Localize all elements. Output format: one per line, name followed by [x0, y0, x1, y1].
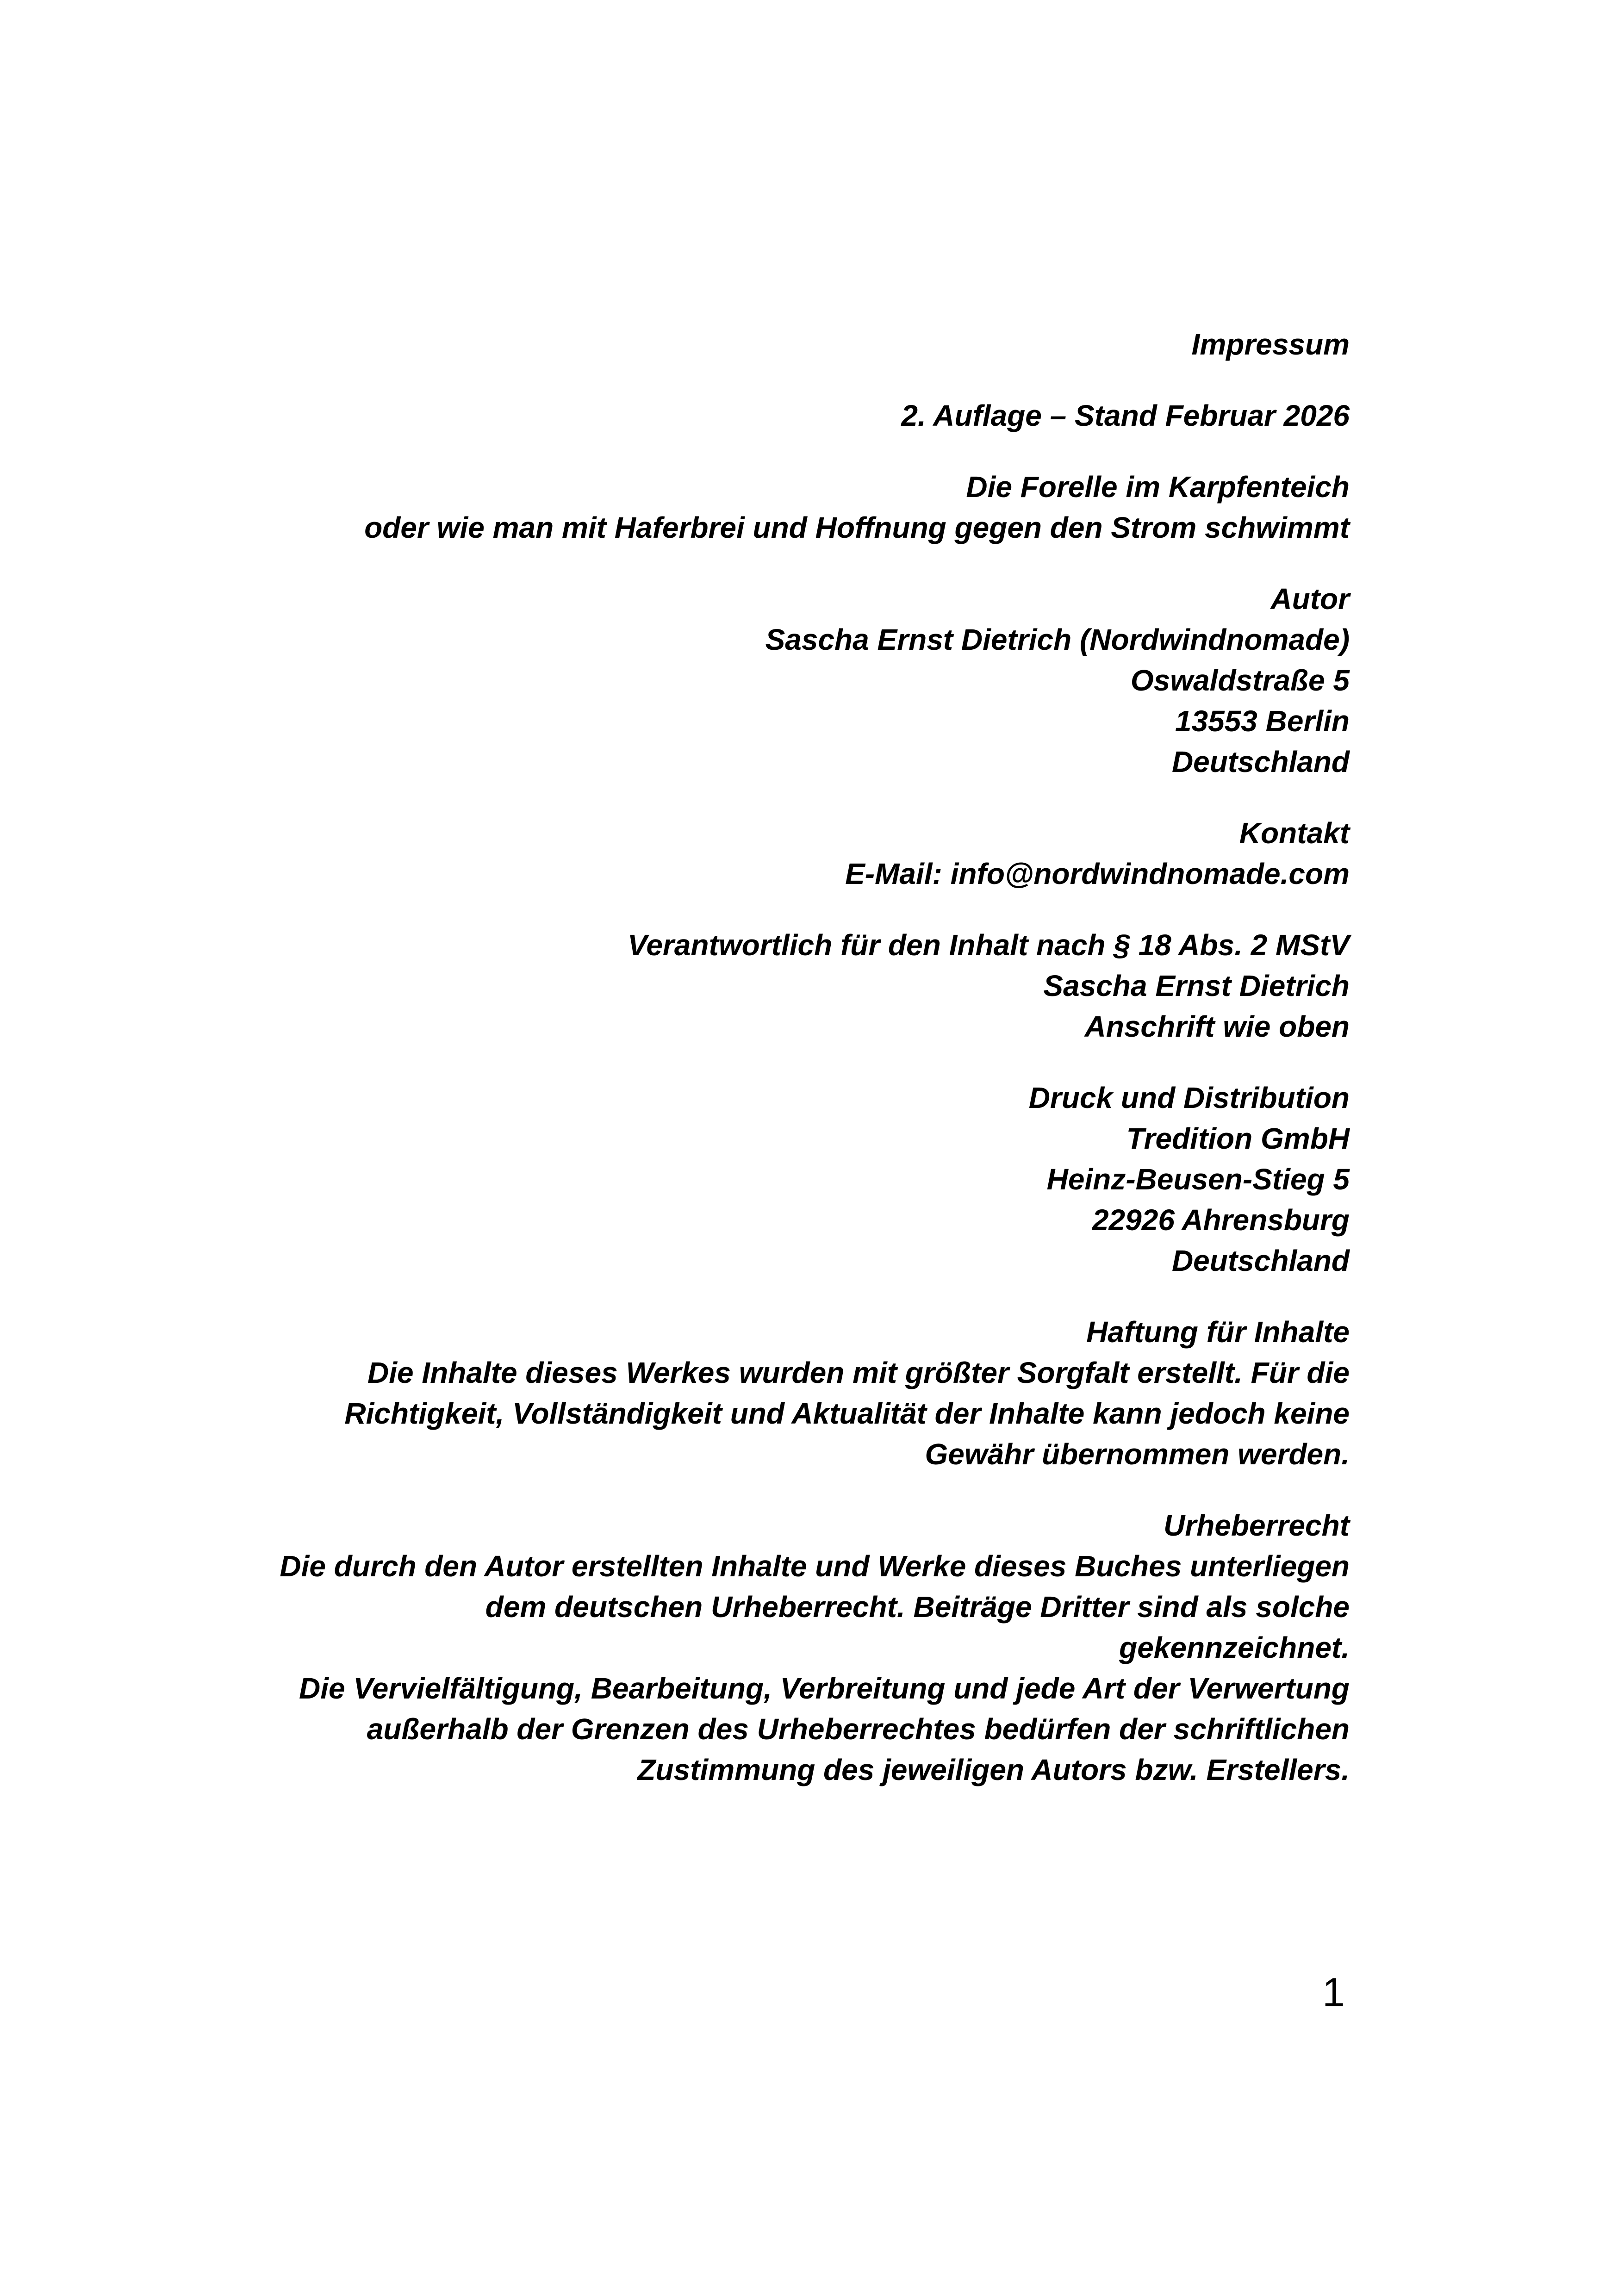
- liability-text-line: Gewähr übernommen werden.: [925, 1437, 1350, 1471]
- edition-block: [146, 395, 1350, 436]
- copyright-text-line: dem deutschen Urheberrecht. Beiträge Dritter sind als solche: [485, 1590, 1350, 1624]
- copyright-text-line: Zustimmung des jeweiligen Autors bzw. Erstellers.: [637, 1753, 1350, 1786]
- contact-heading: Kontakt: [1239, 816, 1350, 850]
- responsible-name: Sascha Ernst Dietrich: [1043, 969, 1350, 1002]
- printing-street: Heinz-Beusen-Stieg 5: [1046, 1163, 1350, 1196]
- liability-text-line: Richtigkeit, Vollständigkeit und Aktualität der Inhalte kann jedoch keine: [344, 1397, 1350, 1430]
- contact-block: [146, 813, 1350, 894]
- printing-block: [146, 1077, 1350, 1281]
- responsible-block: [146, 925, 1350, 1047]
- book-title: Die Forelle im Karpfenteich: [966, 470, 1350, 504]
- author-country: Deutschland: [1171, 745, 1350, 778]
- copyright-text-line: Die durch den Autor erstellten Inhalte und Werke dieses Buches unterliegen: [280, 1549, 1350, 1583]
- copyright-text-line: außerhalb der Grenzen des Urheberrechtes bedürfen der schriftlichen: [367, 1712, 1350, 1746]
- author-street: Oswaldstraße 5: [1130, 664, 1350, 697]
- author-city: 13553 Berlin: [1175, 704, 1350, 738]
- edition-line: 2. Auflage – Stand Februar 2026: [901, 399, 1350, 432]
- responsible-address: Anschrift wie oben: [1084, 1010, 1350, 1043]
- copyright-text-line: gekennzeichnet.: [1119, 1631, 1350, 1664]
- copyright-block: [146, 1505, 1350, 1790]
- imprint-section: [146, 324, 1350, 1821]
- liability-text-line: Die Inhalte dieses Werkes wurden mit größter Sorgfalt erstellt. Für die: [367, 1356, 1350, 1389]
- imprint-title-block: [146, 324, 1350, 365]
- copyright-heading: Urheberrecht: [1164, 1509, 1350, 1542]
- liability-block: [146, 1312, 1350, 1475]
- imprint-title: Impressum: [1191, 328, 1350, 361]
- page-number: 1: [1322, 1969, 1345, 2015]
- contact-email: E-Mail: info@nordwindnomade.com: [845, 857, 1350, 890]
- book-title-block: [146, 467, 1350, 548]
- author-block: [146, 579, 1350, 782]
- author-name: Sascha Ernst Dietrich (Nordwindnomade): [765, 623, 1350, 656]
- printing-city: 22926 Ahrensburg: [1092, 1203, 1350, 1237]
- printing-country: Deutschland: [1171, 1244, 1350, 1277]
- responsible-heading: Verantwortlich für den Inhalt nach § 18 Abs. 2 MStV: [628, 928, 1350, 962]
- book-subtitle: oder wie man mit Haferbrei und Hoffnung gegen den Strom schwimmt: [364, 511, 1350, 544]
- author-heading: Autor: [1270, 582, 1350, 616]
- copyright-text-line: Die Vervielfältigung, Bearbeitung, Verbreitung und jede Art der Verwertung: [299, 1672, 1350, 1705]
- printing-company: Tredition GmbH: [1126, 1122, 1350, 1155]
- liability-heading: Haftung für Inhalte: [1086, 1315, 1350, 1349]
- printing-heading: Druck und Distribution: [1028, 1081, 1350, 1114]
